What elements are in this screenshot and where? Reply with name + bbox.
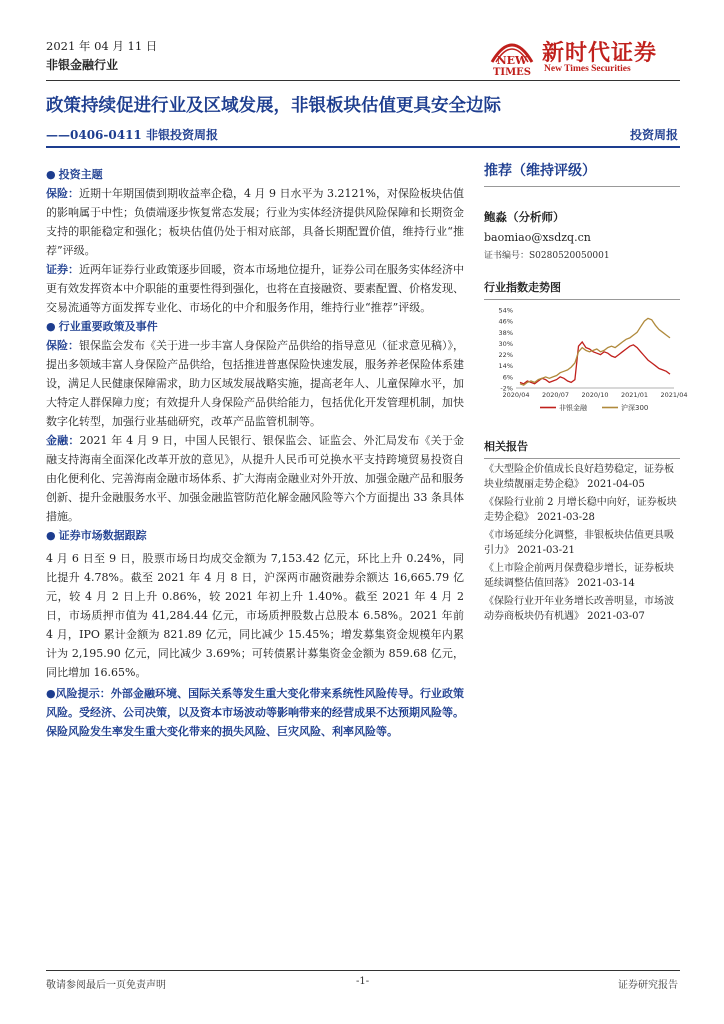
bullet-icon: ● <box>46 687 56 700</box>
related-report-date: 2021-03-28 <box>534 511 595 523</box>
footer-disclaimer: 敬请参阅最后一页免责声明 <box>46 980 166 991</box>
related-report-title: 《保险行业前 2 月增长稳中向好，证券板块走势企稳》 <box>484 497 677 523</box>
keyword-insurance: 保险： <box>46 187 80 200</box>
industry-label: 非银金融行业 <box>46 58 119 72</box>
x-tick-label: 2021/01 <box>620 391 649 399</box>
series-line-csi300 <box>520 318 670 385</box>
section-heading-market: ● 证券市场数据跟踪 <box>46 529 147 542</box>
logo-name: 新时代证券 <box>542 41 658 66</box>
related-report-date: 2021-04-05 <box>584 478 645 490</box>
footer-rule <box>46 970 680 971</box>
report-type: 投资周报 <box>629 128 678 142</box>
related-report-item[interactable] <box>484 529 680 558</box>
main-content <box>46 165 464 741</box>
related-report-item[interactable] <box>484 463 680 492</box>
paragraph-insurance-theme: 保险：近期十年期国债到期收益率企稳，4 月 9 日水平为 3.2121%，对保险板块估值的影响属于中性；负债端逐步恢复常态发展；行业为实体经济提供风险保障和长期资金支持的职能稳定和强化；板块估值仍处于相对底部，具备长期配置价值，维持行业“推荐”评级。 <box>46 187 464 257</box>
company-logo <box>486 32 686 78</box>
y-tick-label: 30% <box>498 339 513 348</box>
page-number: -1- <box>356 976 370 987</box>
paragraph-securities-theme: 证券：近两年证券行业政策逐步回暖，资本市场地位提升，证券公司在服务实体经济中更有效发挥资本中介职能的重要性得到强化，也将在直接融资、要素配置、价格发现、交易流通等方面发挥专业化、市场化的中介和服务作用，维持行业“推荐”评级。 <box>46 263 464 314</box>
analyst-email[interactable]: baomiao@xsdzq.cn <box>484 231 591 244</box>
certificate-number: 证书编号：S0280520050001 <box>484 251 610 261</box>
x-tick-label: 2020/07 <box>541 391 570 399</box>
keyword-securities: 证券： <box>46 263 79 276</box>
related-reports-title: 相关报告 <box>484 438 680 459</box>
chart-title: 行业指数走势图 <box>484 279 680 300</box>
related-report-title: 《保险行业开年业务增长改善明显，市场波动券商板块仍有机遇》 <box>484 596 674 622</box>
y-tick-label: 54% <box>498 306 513 315</box>
analyst-name: 鲍淼（分析师） <box>484 210 565 224</box>
legend-label: 非银金融 <box>559 404 587 412</box>
y-tick-label: 14% <box>498 362 513 371</box>
footer-report-label: 证券研究报告 <box>618 980 678 991</box>
logo-mark-text-2: TIMES <box>492 67 532 78</box>
related-report-item[interactable] <box>484 595 680 624</box>
report-title: 政策持续促进行业及区域发展，非银板块估值更具安全边际 <box>46 96 501 116</box>
sidebar <box>484 160 688 628</box>
keyword-finance: 金融： <box>46 434 80 447</box>
y-tick-label: -2% <box>500 384 513 393</box>
related-report-title: 《市场延续分化调整，非银板块估值更具吸引力》 <box>484 530 674 556</box>
bullet-icon: ● <box>46 529 56 542</box>
title-rule <box>46 146 680 148</box>
section-heading-theme: ● 投资主题 <box>46 168 103 181</box>
x-tick-label: 2020/10 <box>581 391 609 399</box>
logo-mark-text-1: NEW <box>496 54 528 67</box>
index-trend-chart-svg <box>484 306 688 418</box>
y-tick-label: 6% <box>502 373 513 382</box>
x-tick-label: 2020/04 <box>502 391 530 399</box>
header-rule <box>46 80 680 81</box>
related-report-item[interactable] <box>484 562 680 591</box>
logo-english: New Times Securities <box>544 64 631 74</box>
x-tick-label: 2021/04 <box>660 391 688 399</box>
risk-warning: ●风险提示：外部金融环境、国际关系等发生重大变化带来系统性风险传导。行业政策风险。受经济、公司决策，以及资本市场波动等影响带来的经营成果不达预期风险等。保险风险发生率发生重大变化带来的损失风险、巨灾风险、利率风险等。 <box>46 687 465 738</box>
paragraph-market-data: 4 月 6 日至 9 日，股票市场日均成交金额为 7,153.42 亿元，环比上升 0.24%，同比提升 4.78%。截至 2021 年 4 月 8 日，沪深两市融资融券余额达 16,665.79 亿元，较 4 月 2 日上升 0.86%，较 2021 年初上升 1.40%。截至 2021 年 4 月 2 日，市场质押市值为 41,284.44 亿元，市场质押股数占总股本 6.58%。2021 年前 4 月，IPO 累计金额为 821.89 亿元，同比减少 15.45%；增发募集资金规模年内累计为 2,195.90 亿元，同比减少 3.69%；可转债累计募集资金金额为 859.68 亿元，同比增加 16.65%。 <box>46 552 464 679</box>
report-date: 2021 年 04 月 11 日 <box>46 39 158 53</box>
legend-label: 沪深300 <box>621 404 649 412</box>
related-reports-list <box>484 463 680 624</box>
section-heading-policy: ● 行业重要政策及事件 <box>46 320 158 333</box>
paragraph-finance-policy: 金融：2021 年 4 月 9 日，中国人民银行、银保监会、证监会、外汇局发布《关于金融支持海南全面深化改革开放的意见》，从提升人民币可兑换水平支持跨境贸易投资自由化便利化、完善海南金融市场体系、扩大海南金融业对外开放、加强金融产品和服务创新、提升金融服务水平、加强金融监管防范化解金融风险等六个方面提出 33 条具体措施。 <box>46 434 464 523</box>
related-report-title: 《上市险企前两月保费稳步增长，证券板块延续调整估值回落》 <box>484 563 674 589</box>
paragraph-insurance-policy: 保险：银保监会发布《关于进一步丰富人身保险产品供给的指导意见（征求意见稿）》，提出多领域丰富人身保险产品供给，包括推进普惠保险快速发展，服务养老保险体系建设，满足人民健康保障需求，助力区域发展战略实施，提高老年人、儿童保障水平，加大特定人群保障力度；有效提升人身保险产品供给能力，包括优化开发管理机制，加快数字化转型，加强行业基础研究，改革产品监管机制等。 <box>46 339 464 428</box>
y-tick-label: 46% <box>498 317 513 326</box>
related-report-date: 2021-03-21 <box>514 544 575 556</box>
keyword-insurance: 保险： <box>46 339 79 352</box>
recommendation-rating: 推荐（维持评级） <box>484 160 680 187</box>
new-times-logo-icon <box>486 32 538 78</box>
related-report-title: 《大型险企价值成长良好趋势稳定，证券板块业绩靓丽走势企稳》 <box>484 464 674 490</box>
index-trend-chart <box>484 306 688 418</box>
related-report-date: 2021-03-14 <box>574 577 635 589</box>
related-report-item[interactable] <box>484 496 680 525</box>
report-subtitle: ——0406-0411 非银投资周报 <box>46 128 218 142</box>
related-report-date: 2021-03-07 <box>584 610 645 622</box>
bullet-icon: ● <box>46 320 56 333</box>
y-tick-label: 22% <box>498 351 513 360</box>
bullet-icon: ● <box>46 168 56 181</box>
y-tick-label: 38% <box>498 328 513 337</box>
